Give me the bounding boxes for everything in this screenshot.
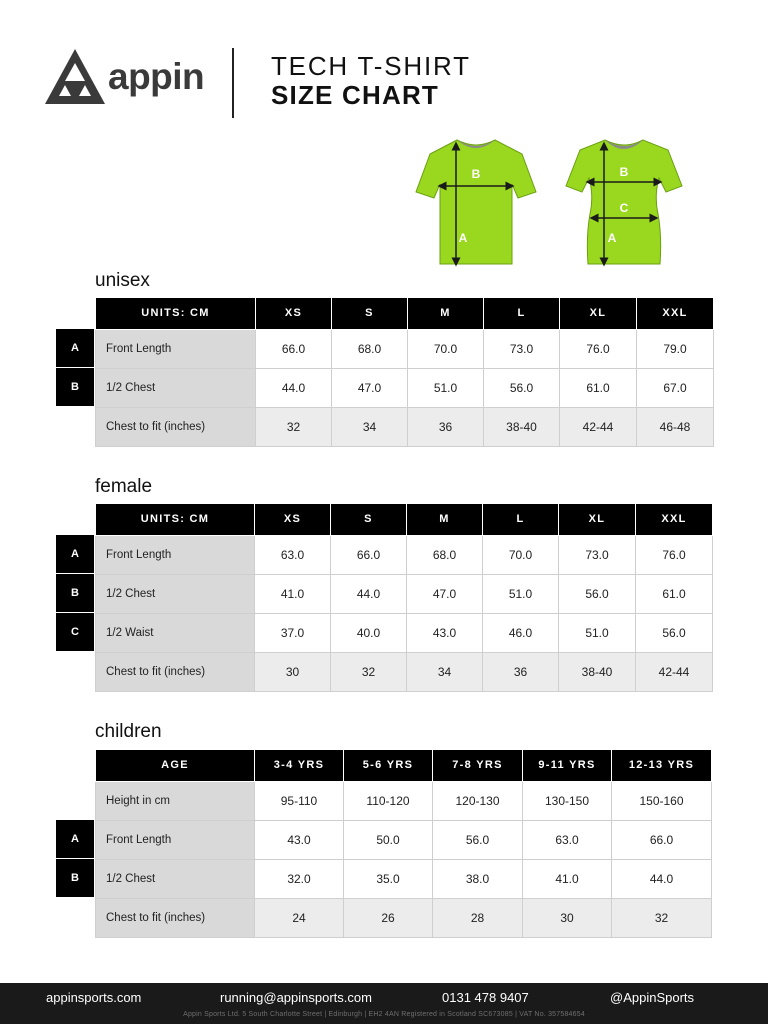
table-row bbox=[96, 898, 712, 937]
table-cell: 41.0 bbox=[255, 574, 331, 613]
table-cell: 51.0 bbox=[483, 574, 559, 613]
column-header: 7-8 YRS bbox=[433, 750, 523, 781]
table-cell: 68.0 bbox=[407, 535, 483, 574]
column-header: UNITS: CM bbox=[96, 504, 255, 535]
table-row bbox=[96, 652, 713, 691]
unisex-marker-b: B bbox=[56, 368, 94, 406]
table-cell: 56.0 bbox=[636, 613, 713, 652]
table-cell: 32.0 bbox=[255, 859, 344, 898]
table-cell: 130-150 bbox=[523, 781, 612, 820]
table-cell: 47.0 bbox=[407, 574, 483, 613]
table-cell: 32 bbox=[331, 652, 407, 691]
table-cell: 51.0 bbox=[559, 613, 636, 652]
table-cell: 63.0 bbox=[255, 535, 331, 574]
table-cell: 44.0 bbox=[612, 859, 712, 898]
table-cell: 66.0 bbox=[331, 535, 407, 574]
table-cell: 73.0 bbox=[484, 329, 560, 368]
female-tshirt-illustration bbox=[560, 136, 688, 268]
table-cell: 46-48 bbox=[637, 407, 714, 446]
table-cell: 67.0 bbox=[637, 368, 714, 407]
shirt-label-a: A bbox=[607, 231, 617, 245]
table-cell: 66.0 bbox=[256, 329, 332, 368]
column-header: M bbox=[407, 504, 483, 535]
column-header: XXL bbox=[637, 298, 714, 329]
table-cell: 68.0 bbox=[332, 329, 408, 368]
table-cell: 56.0 bbox=[484, 368, 560, 407]
unisex-size-table bbox=[95, 298, 714, 447]
page-title-line2: SIZE CHART bbox=[271, 80, 439, 110]
footer-social-handle[interactable]: @AppinSports bbox=[610, 990, 695, 1005]
table-row bbox=[96, 859, 712, 898]
table-cell: 61.0 bbox=[636, 574, 713, 613]
table-cell: 150-160 bbox=[612, 781, 712, 820]
table-cell: 47.0 bbox=[332, 368, 408, 407]
table-row bbox=[96, 574, 713, 613]
table-row bbox=[96, 329, 714, 368]
column-header: 9-11 YRS bbox=[523, 750, 612, 781]
table-cell: 63.0 bbox=[523, 820, 612, 859]
row-label: 1/2 Chest bbox=[96, 859, 255, 898]
table-cell: 66.0 bbox=[612, 820, 712, 859]
table-cell: 70.0 bbox=[483, 535, 559, 574]
table-cell: 51.0 bbox=[408, 368, 484, 407]
female-size-table bbox=[95, 504, 713, 692]
table-row bbox=[96, 407, 714, 446]
column-header: AGE bbox=[96, 750, 255, 781]
table-cell: 43.0 bbox=[255, 820, 344, 859]
table-cell: 70.0 bbox=[408, 329, 484, 368]
table-cell: 38.0 bbox=[433, 859, 523, 898]
footer-legal-text: Appin Sports Ltd. 5 South Charlotte Street | Edinburgh | EH2 4AN Registered in Scotland SC673085 | VAT No. 357584654 bbox=[183, 1011, 585, 1018]
table-cell: 120-130 bbox=[433, 781, 523, 820]
table-cell: 41.0 bbox=[523, 859, 612, 898]
table-cell: 34 bbox=[407, 652, 483, 691]
column-header: UNITS: CM bbox=[96, 298, 256, 329]
table-cell: 44.0 bbox=[256, 368, 332, 407]
unisex-marker-a: A bbox=[56, 329, 94, 367]
table-cell: 76.0 bbox=[636, 535, 713, 574]
table-cell: 34 bbox=[332, 407, 408, 446]
table-cell: 37.0 bbox=[255, 613, 331, 652]
table-cell: 42-44 bbox=[636, 652, 713, 691]
table-cell: 36 bbox=[483, 652, 559, 691]
table-cell: 38-40 bbox=[484, 407, 560, 446]
shirt-label-a: A bbox=[458, 231, 468, 245]
column-header: XS bbox=[255, 504, 331, 535]
row-label: Chest to fit (inches) bbox=[96, 652, 255, 691]
row-label: Front Length bbox=[96, 535, 255, 574]
column-header: 5-6 YRS bbox=[344, 750, 433, 781]
table-cell: 76.0 bbox=[560, 329, 637, 368]
row-label: Chest to fit (inches) bbox=[96, 407, 256, 446]
shirt-label-c: C bbox=[619, 201, 629, 215]
table-cell: 95-110 bbox=[255, 781, 344, 820]
table-cell: 46.0 bbox=[483, 613, 559, 652]
children-marker-b: B bbox=[56, 859, 94, 897]
header-divider bbox=[232, 48, 234, 118]
table-cell: 26 bbox=[344, 898, 433, 937]
table-cell: 43.0 bbox=[407, 613, 483, 652]
page-title-line1: TECH T-SHIRT bbox=[271, 51, 471, 81]
female-marker-b: B bbox=[56, 574, 94, 612]
column-header: L bbox=[483, 504, 559, 535]
column-header: 3-4 YRS bbox=[255, 750, 344, 781]
column-header: 12-13 YRS bbox=[612, 750, 712, 781]
brand-name: appin bbox=[108, 56, 205, 97]
row-label: Front Length bbox=[96, 820, 255, 859]
shirt-label-b: B bbox=[619, 165, 629, 179]
shirt-label-b: B bbox=[471, 167, 481, 181]
column-header: S bbox=[332, 298, 408, 329]
table-cell: 56.0 bbox=[433, 820, 523, 859]
table-cell: 38-40 bbox=[559, 652, 636, 691]
table-cell: 56.0 bbox=[559, 574, 636, 613]
column-header: XXL bbox=[636, 504, 713, 535]
children-size-table bbox=[95, 750, 712, 938]
table-cell: 28 bbox=[433, 898, 523, 937]
row-label: Chest to fit (inches) bbox=[96, 898, 255, 937]
row-label: 1/2 Waist bbox=[96, 613, 255, 652]
row-label: 1/2 Chest bbox=[96, 368, 256, 407]
table-cell: 30 bbox=[255, 652, 331, 691]
table-row bbox=[96, 368, 714, 407]
footer-email-link[interactable]: running@appinsports.com bbox=[220, 990, 372, 1005]
row-label: Height in cm bbox=[96, 781, 255, 820]
table-cell: 40.0 bbox=[331, 613, 407, 652]
children-marker-a: A bbox=[56, 820, 94, 858]
table-cell: 32 bbox=[612, 898, 712, 937]
column-header: S bbox=[331, 504, 407, 535]
table-cell: 30 bbox=[523, 898, 612, 937]
table-cell: 32 bbox=[256, 407, 332, 446]
children-section-title: children bbox=[95, 721, 162, 742]
row-label: Front Length bbox=[96, 329, 256, 368]
table-cell: 79.0 bbox=[637, 329, 714, 368]
unisex-tshirt-illustration bbox=[412, 136, 540, 268]
column-header: XS bbox=[256, 298, 332, 329]
table-cell: 35.0 bbox=[344, 859, 433, 898]
footer-bar bbox=[0, 983, 768, 1024]
table-row bbox=[96, 781, 712, 820]
footer-website-link[interactable]: appinsports.com bbox=[46, 990, 142, 1005]
table-cell: 50.0 bbox=[344, 820, 433, 859]
table-cell: 42-44 bbox=[560, 407, 637, 446]
unisex-section-title: unisex bbox=[95, 270, 150, 291]
table-cell: 44.0 bbox=[331, 574, 407, 613]
table-cell: 36 bbox=[408, 407, 484, 446]
column-header: L bbox=[484, 298, 560, 329]
table-row bbox=[96, 613, 713, 652]
table-row bbox=[96, 535, 713, 574]
table-cell: 110-120 bbox=[344, 781, 433, 820]
column-header: XL bbox=[560, 298, 637, 329]
table-cell: 24 bbox=[255, 898, 344, 937]
table-cell: 61.0 bbox=[560, 368, 637, 407]
female-marker-a: A bbox=[56, 535, 94, 573]
table-row bbox=[96, 820, 712, 859]
female-section-title: female bbox=[95, 476, 153, 497]
column-header: M bbox=[408, 298, 484, 329]
column-header: XL bbox=[559, 504, 636, 535]
row-label: 1/2 Chest bbox=[96, 574, 255, 613]
female-marker-c: C bbox=[56, 613, 94, 651]
table-cell: 73.0 bbox=[559, 535, 636, 574]
footer-phone[interactable]: 0131 478 9407 bbox=[442, 990, 529, 1005]
